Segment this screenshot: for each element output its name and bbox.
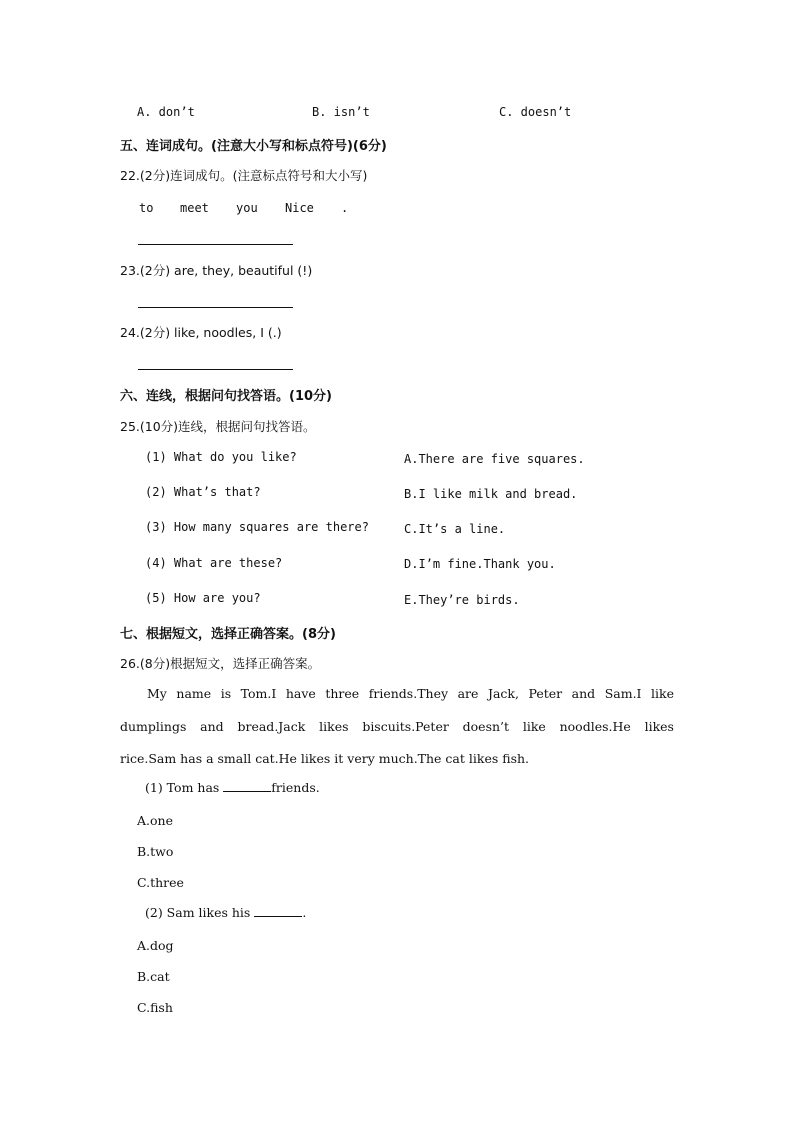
q26-stem: 26.(8分)根据短文，选择正确答案。 [120,656,321,671]
q26-sub1-option-c[interactable]: C.three [137,875,184,890]
q22-word-2: meet [180,201,209,215]
match-left-2[interactable]: (2) What’s that? [145,485,261,499]
match-left-1[interactable]: (1) What do you like? [145,450,297,464]
q26-sub2-blank[interactable] [254,906,302,917]
q24-answer-line[interactable] [138,369,293,370]
passage-line-1: My name is Tom.I have three friends.They are Jack, Peter and Sam.I like [147,686,674,701]
section6-title: 六、连线，根据问句找答语。(10分) [120,389,332,404]
q26-sub2-option-a[interactable]: A.dog [137,938,174,953]
q26-sub2-option-b[interactable]: B.cat [137,969,170,984]
q26-sub2-option-c[interactable]: C.fish [137,1000,173,1015]
q21-option-a: A. don’t [137,105,195,119]
match-right-d[interactable]: D.I’m fine.Thank you. [404,557,556,571]
passage-line-3: rice.Sam has a small cat.He likes it very much.The cat likes fish. [120,751,530,766]
q22-word-1: to [139,201,154,215]
match-right-a[interactable]: A.There are five squares. [404,452,585,466]
q26-sub1: (1) Tom has friends. [145,780,320,795]
q26-sub1-option-a[interactable]: A.one [137,813,173,828]
q22-stem: 22.(2分)连词成句。(注意标点符号和大小写) [120,168,368,183]
q26-sub2: (2) Sam likes his . [145,905,307,920]
match-right-c[interactable]: C.It’s a line. [404,522,506,536]
q21-option-b: B. isn’t [312,105,370,119]
section7-title: 七、根据短文，选择正确答案。(8分) [120,627,336,642]
q23-answer-line[interactable] [138,307,293,308]
q22-answer-line[interactable] [138,244,293,245]
match-right-e[interactable]: E.They’re birds. [404,593,520,607]
match-right-b[interactable]: B.I like milk and bread. [404,487,578,501]
section5-title: 五、连词成句。(注意大小写和标点符号)(6分) [120,139,387,154]
match-left-3[interactable]: (3) How many squares are there? [145,520,369,534]
q22-word-5: . [341,201,349,215]
match-left-5[interactable]: (5) How are you? [145,591,261,605]
q26-sub1-option-b[interactable]: B.two [137,844,174,859]
q25-stem: 25.(10分)连线，根据问句找答语。 [120,419,316,434]
q24-stem: 24.(2分) like, noodles, I (.) [120,325,282,340]
passage-line-2: dumplings and bread.Jack likes biscuits.Peter doesn’t like noodles.He likes [120,719,674,734]
q23-stem: 23.(2分) are, they, beautiful (!) [120,263,313,278]
q26-sub1-blank[interactable] [223,781,271,792]
q21-option-c: C. doesn’t [499,105,572,119]
match-left-4[interactable]: (4) What are these? [145,556,283,570]
q22-word-3: you [236,201,258,215]
q22-word-4: Nice [285,201,314,215]
